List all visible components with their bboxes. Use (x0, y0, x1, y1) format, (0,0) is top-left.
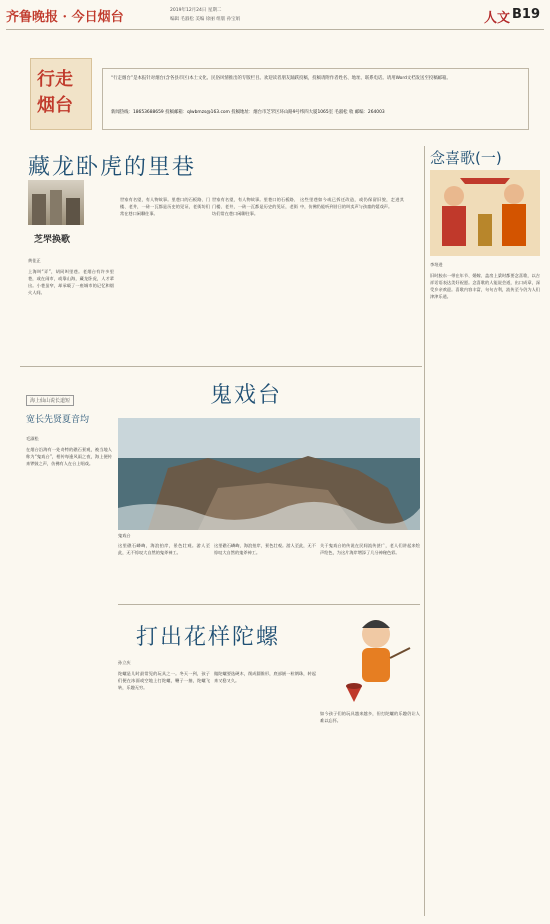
article-photo-hutong (28, 180, 84, 225)
article-text-hutong-mid: 世家有名望，有人物故事。里巷口的石板路、门楼、老井，一砖一瓦都是历史的见证，老街坊们常在巷口闲聊往事。 (120, 197, 210, 216)
photo-caption-guixitai: 鬼戏台 (118, 533, 131, 538)
article-title-guixitai: 鬼戏台 (210, 383, 283, 408)
column-intro-text: “行走烟台”是本报针对烟台(含各县市区)本土文化、民俗风情推出的专版栏目。欢迎读者朋友踊跃投稿，投稿请附作者姓名、地址、联系电话。请用Word文档发送至投稿邮箱。 (111, 76, 451, 81)
section-label: 人文 (484, 11, 511, 26)
author-xige: 李培进 (430, 262, 443, 267)
page-number: B19 (512, 7, 540, 22)
author-guixitai: 毛淑松 (26, 436, 39, 441)
article-text-tuoluo-left: 陀螺是儿时最常见的玩具之一。冬天一到，孩子们便在冰面或空地上打陀螺，鞭子一抽，陀螺飞转，乐趣无穷。 (118, 671, 210, 690)
article-text-guixitai-mid2: 这里礁石嶙峋，海浪拍岸，景色壮观。游人至此，无不惊叹大自然的鬼斧神工。 (214, 543, 316, 555)
article-text-hutong-mid2: 世家有名望，有人物故事。里巷口的石板路、门楼、老井，一砖一瓦都是历史的见证，老街坊们常在巷口闲聊往事。 (212, 197, 298, 216)
article-text-tuoluo-mid: 做陀螺要选硬木，削成圆锥形，底部嵌一粒钢珠，转起来又稳又久。 (214, 671, 316, 683)
header-rule (6, 29, 544, 30)
section-tag-guixitai: 海上仙山说长道短 (26, 395, 74, 406)
article-text-tuoluo-right: 如今孩子们的玩具越来越多，但打陀螺的乐趣仍让人难以忘怀。 (320, 711, 420, 723)
issue-info (170, 7, 370, 22)
column-divider (424, 146, 425, 916)
masthead (6, 6, 166, 28)
column-logo-text: 行走烟台 (37, 69, 73, 116)
article-photo-guixitai (118, 418, 420, 530)
masthead-title: 齐鲁晚报 · 今日烟台 (6, 10, 124, 25)
article-title-xige: 念喜歌(一) (430, 149, 502, 167)
article-illustration-tuoluo (326, 608, 420, 706)
article-title-tuoluo: 打出花样陀螺 (136, 625, 281, 650)
article-text-hutong-left: 上海叫“弄”，胡同叫里巷。老烟台有许多里巷，或在闹市，或靠山海，藏龙卧虎，人才辈出。小巷虽窄，却承载了一座城市的记忆和烟火人间。 (28, 269, 114, 295)
issue-date: 2019年12月24日 星期二 (170, 8, 222, 13)
article-subtitle-guixitai: 宽长先贤夏音均 (26, 415, 90, 425)
column-logo (30, 58, 92, 130)
column-contact: 新闻热线：18653688659 投稿邮箱：qlwbmzs@163.com 投稿地址：烟台市芝罘区环山路9号纬四大厦1065室 毛淑松 收 邮编：264003 (111, 110, 385, 115)
section-divider-1 (20, 366, 422, 367)
author-hutong: 黄佳正 (28, 258, 41, 263)
issue-staff: 编辑 毛淑松 美编 徐丽 组版 孙宝娟 (170, 17, 241, 22)
article-text-hutong-right: 这些里巷如今或已拆迁改造，或仍保留旧貌，走进其中，仿佛仍能听到昔日的叫卖声与孩童的嬉戏声。 (300, 197, 404, 209)
old-building-icon (28, 180, 84, 225)
sea-rock-photo (118, 418, 420, 530)
article-title-hutong: 藏龙卧虎的里巷 (28, 155, 197, 180)
article-text-guixitai-left: 在烟台沿海有一处奇特的礁石景观，被当地人称为“鬼戏台”，相传每逢风雨之夜，海上便传来锣鼓之声，仿佛有人在台上唱戏。 (26, 447, 112, 466)
section-divider-2 (118, 604, 420, 605)
article-photo-xige (430, 170, 540, 256)
article-text-guixitai-right: 关于鬼戏台的传说在民间流传甚广，老人们讲起来绘声绘色，为这片海岸增添了几分神秘色彩。 (320, 543, 420, 555)
photo-caption-hutong: 芝罘换歌 (34, 235, 71, 245)
article-text-xige: 旧时胶东一带在年节、婚嫁、盖房上梁时都要念喜歌，以吉祥话语表达美好祝愿。念喜歌的人能说会道，出口成章，深受乡亲欢迎。喜歌内容丰富，句句吉利，流传至今仍为人们津津乐道。 (430, 273, 540, 299)
author-tuoluo: 孙立庆 (118, 660, 131, 665)
festival-figures-illustration (430, 170, 540, 256)
column-intro-box (102, 68, 529, 130)
article-text-guixitai-mid: 这里礁石嶙峋，海浪拍岸，景色壮观。游人至此，无不惊叹大自然的鬼斧神工。 (118, 543, 210, 555)
child-spinning-top-illustration (326, 608, 420, 706)
